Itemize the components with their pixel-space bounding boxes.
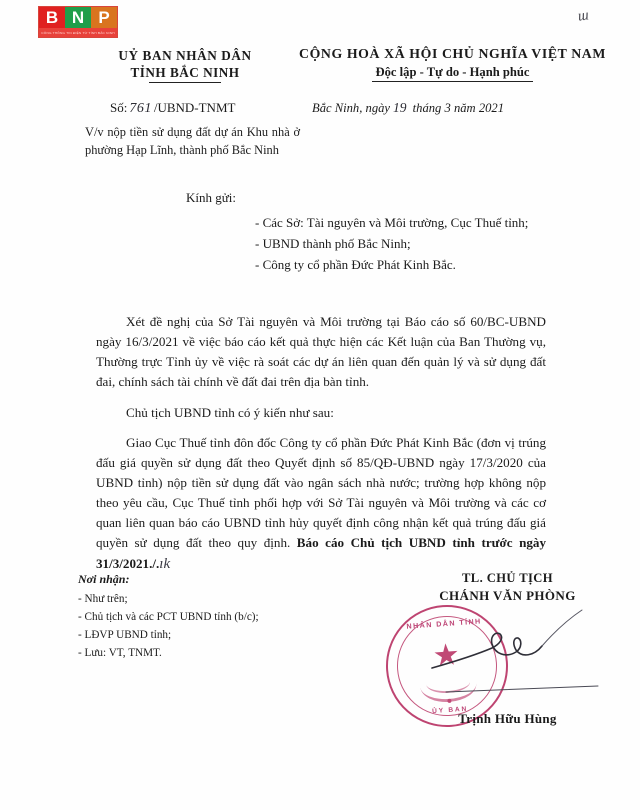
body-paragraph-1: Xét đề nghị của Sở Tài nguyên và Môi trường tại Báo cáo số 60/BC-UBND ngày 16/3/2021 về việc báo cáo kết quả thực hiện các Kết luận của Ban Thường vụ, Thường trực Tỉnh ủy về việc rà soát các dự án liên quan đến quản lý và sử dụng đất đai, chính sách tài chính về đất đai trên địa bàn tỉnh.: [96, 314, 546, 389]
month-label: tháng: [412, 101, 442, 115]
recipients-label: Kính gửi:: [186, 190, 237, 205]
authority-line-2: TỈNH BẮC NINH: [130, 65, 240, 81]
logo-subtitle-text: CỔNG THÔNG TIN ĐIỆN TỬ TỈNH BẮC NINH: [41, 30, 115, 35]
signature-block: [400, 570, 615, 605]
authority-underline: [149, 82, 221, 83]
year-value: 2021: [478, 101, 504, 115]
issuing-authority-header: [80, 47, 290, 83]
document-subject: V/v nộp tiền sử dụng đất dự án Khu nhà ở phường Hạp Lĩnh, thành phố Bắc Ninh: [85, 125, 300, 157]
signature-title-2: CHÁNH VĂN PHÒNG: [439, 588, 576, 603]
seal-text-bottom: ỦY BAN: [431, 705, 469, 716]
so-label: Số:: [110, 100, 128, 115]
corner-handwritten-mark: ɯ: [576, 7, 590, 25]
logo-subtitle-strip: [39, 28, 117, 37]
place-and-day-label: Bắc Ninh, ngày: [312, 101, 390, 115]
distribution-item: - LĐVP UBND tỉnh;: [78, 629, 172, 642]
month-value: 3: [444, 101, 451, 115]
signer-name: Trịnh Hữu Hùng: [458, 711, 557, 726]
national-motto: Độc lập - Tự do - Hạnh phúc: [372, 65, 534, 82]
year-label: năm: [453, 101, 476, 115]
distribution-item: - Chủ tịch và các PCT UBND tỉnh (b/c);: [78, 611, 259, 624]
logo-letter-b: B: [39, 7, 65, 28]
bnp-logo: [38, 6, 118, 38]
body-paragraph-3: [96, 433, 546, 575]
distribution-list-title: Nơi nhận:: [78, 572, 130, 586]
place-date-line: [312, 100, 504, 116]
logo-letter-p: P: [91, 7, 117, 28]
recipient-item: - Công ty cổ phần Đức Phát Kinh Bắc.: [255, 257, 456, 273]
logo-letters: [39, 7, 117, 28]
distribution-item: - Như trên;: [78, 593, 128, 606]
recipient-item: - Các Sở: Tài nguyên và Môi trường, Cục Thuế tỉnh;: [255, 215, 529, 230]
document-number-line: [110, 100, 235, 117]
document-number-handwritten: 761: [129, 101, 152, 116]
body-paragraph-2: Chủ tịch UBND tỉnh có ý kiến như sau:: [126, 404, 334, 420]
body-ink-mark: ık: [159, 555, 171, 572]
body-paragraph-3-text: Giao Cục Thuế tỉnh đôn đốc Công ty cổ phần Đức Phát Kinh Bắc (đơn vị trúng đấu giá quyền sử dụng đất theo Quyết định số 85/QĐ-UBND ngày 17/3/2020 của UBND tỉnh) nộp tiền sử dụng đất vào ngân sách nhà nước; trường hợp không nộp theo yêu cầu, Cục Thuế tỉnh phối hợp với Sở Tài nguyên và Môi trường và các cơ quan liên quan báo cáo UBND tỉnh hủy quyết định công nhận kết quả trúng đấu giá quyền sử dụng đất theo quy định.: [96, 435, 546, 550]
signature-title-1: TL. CHỦ TỊCH: [462, 571, 553, 585]
country-name: CỘNG HOÀ XÃ HỘI CHỦ NGHĨA VIỆT NAM: [299, 46, 606, 61]
distribution-item: - Lưu: VT, TNMT.: [78, 646, 162, 659]
recipient-item: - UBND thành phố Bắc Ninh;: [255, 236, 411, 252]
seal-text-top: NHÂN DÂN TỈNH: [406, 616, 482, 631]
day-handwritten: 19: [393, 100, 407, 115]
body-paragraph-3-bold: Báo cáo Chủ tịch UBND tỉnh trước ngày 31/3/2021./.: [96, 534, 546, 571]
seal-star-icon: ★: [431, 638, 461, 673]
document-number-suffix: /UBND-TNMT: [153, 100, 236, 115]
recipients-list: [255, 212, 528, 275]
distribution-list: [78, 570, 259, 663]
national-header: [280, 45, 625, 82]
logo-letter-n: N: [65, 7, 91, 28]
authority-line-1: UỶ BAN NHÂN DÂN: [118, 48, 252, 63]
document-body: [96, 312, 546, 576]
